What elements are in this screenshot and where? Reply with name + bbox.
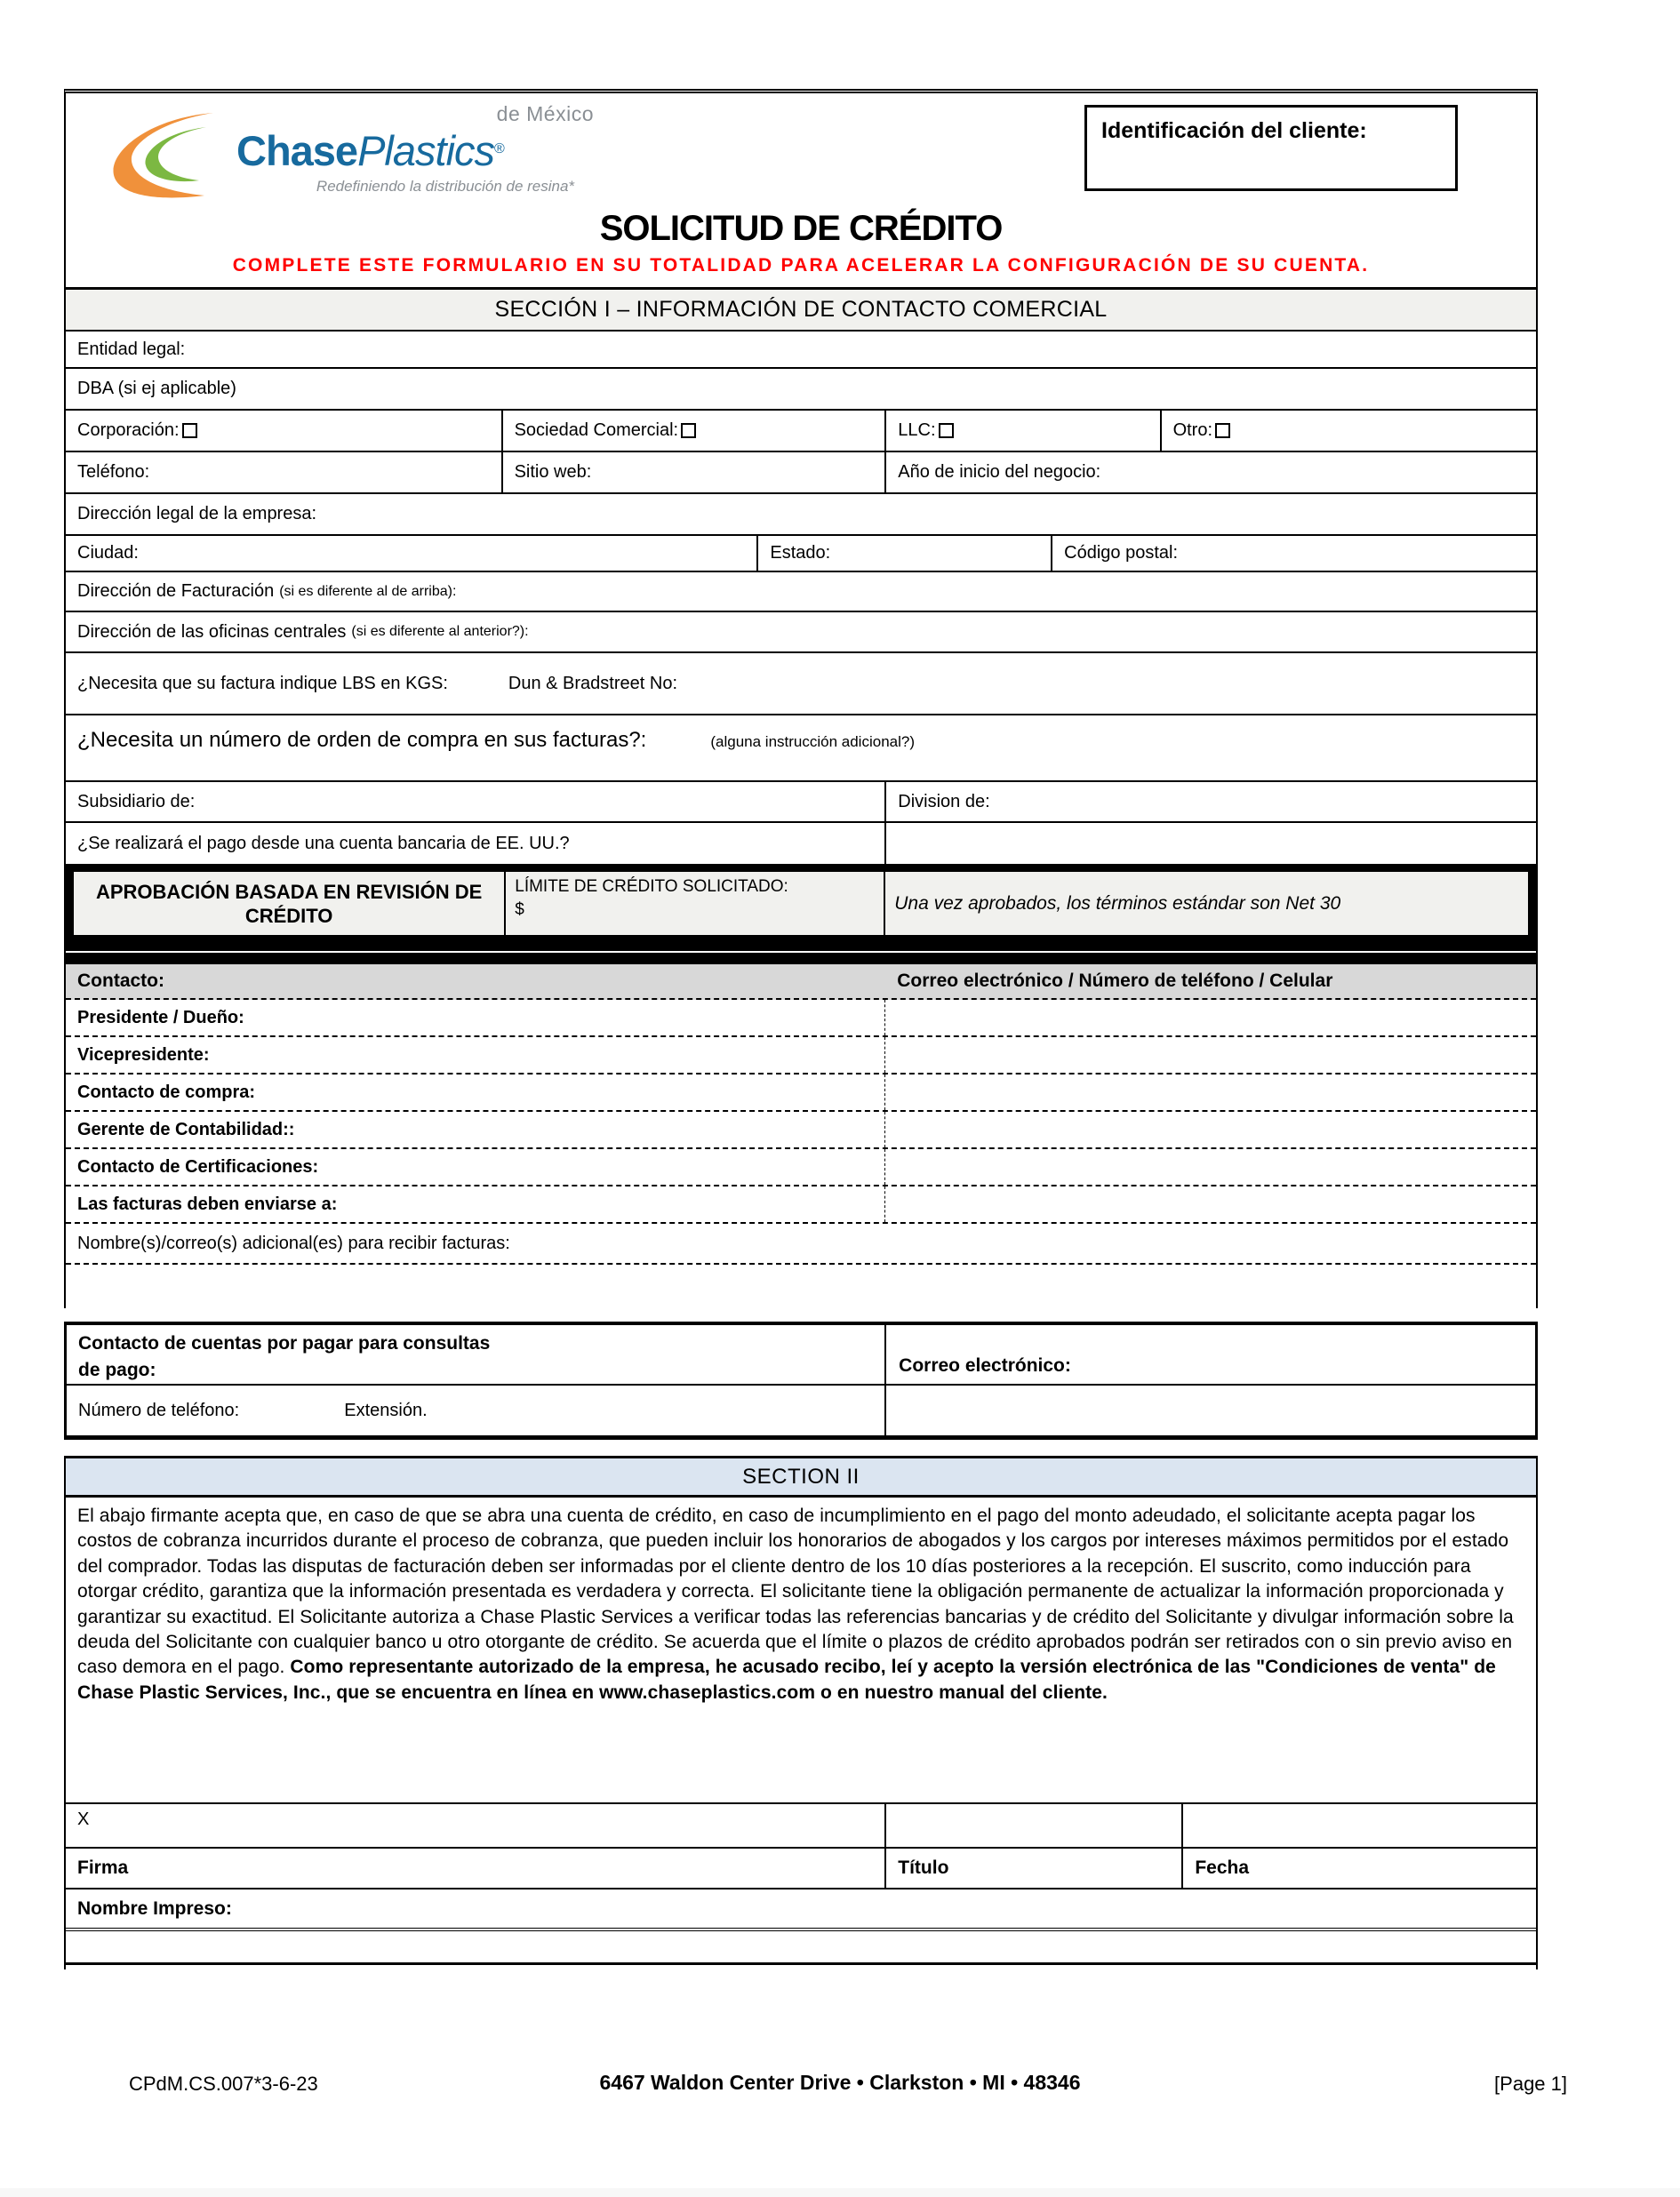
contact-row-contabilidad: Gerente de Contabilidad:: <box>66 1112 1536 1149</box>
client-id-label: Identificación del cliente: <box>1101 118 1367 143</box>
currency-symbol: $ <box>515 900 524 919</box>
ap-contact-row <box>67 1325 1535 1386</box>
lbs-kgs-field[interactable]: ¿Necesita que su factura indique LBS en KGS: Dun & Bradstreet No: <box>77 673 677 693</box>
estado-field[interactable]: Estado: <box>756 536 1051 571</box>
terms-note: Una vez aprobados, los términos estándar son Net 30 <box>884 872 1528 935</box>
contact-row-certificaciones: Contacto de Certificaciones: <box>66 1149 1536 1186</box>
approval-banner <box>66 864 1536 943</box>
logo-region-label: de México <box>496 102 594 125</box>
fecha-label: Fecha <box>1181 1849 1536 1888</box>
footer-address: 6467 Waldon Center Drive • Clarkston • MI • 48346 <box>599 2071 1081 2094</box>
row-entity-type <box>66 411 1536 452</box>
blank-final-row[interactable] <box>66 1931 1536 1965</box>
anio-inicio-field[interactable]: Año de inicio del negocio: <box>884 452 1536 492</box>
row-dba <box>66 369 1536 411</box>
date-field[interactable] <box>1181 1804 1536 1847</box>
footer-page-number: [Page 1] <box>1494 2073 1567 2095</box>
row-subsidiario-division <box>66 782 1536 823</box>
entidad-legal-field[interactable]: Entidad legal: <box>77 339 186 359</box>
division-field[interactable]: Division de: <box>884 782 1536 821</box>
sociedad-checkbox[interactable] <box>681 423 696 438</box>
sitio-web-field[interactable]: Sitio web: <box>501 452 885 492</box>
contacts-header <box>66 964 1536 1000</box>
direccion-facturacion-field[interactable]: Dirección de Facturación (si es diferente al de arriba): <box>77 581 457 601</box>
contact-value-contabilidad[interactable] <box>884 1112 1536 1147</box>
row-lbs-dun <box>66 653 1536 715</box>
codigo-postal-field[interactable]: Código postal: <box>1051 536 1536 571</box>
signature-field[interactable]: X <box>77 1810 90 1829</box>
additional-emails-field[interactable]: Nombre(s)/correo(s) adicional(es) para recibir facturas: <box>66 1224 1536 1265</box>
dun-bradstreet-field[interactable]: Dun & Bradstreet No: <box>508 673 677 693</box>
logo-tagline: Redefiniendo la distribución de resina* <box>316 178 575 195</box>
contact-row-vicepresidente: Vicepresidente: <box>66 1037 1536 1075</box>
ap-phone-field[interactable]: Número de teléfono: Extensión. <box>67 1386 884 1435</box>
registered-mark: ® <box>494 141 505 156</box>
otro-field: Otro: <box>1160 411 1536 451</box>
corporacion-field: Corporación: <box>66 411 501 451</box>
contact-row-compra: Contacto de compra: <box>66 1075 1536 1112</box>
ap-email-value[interactable] <box>884 1386 1535 1435</box>
llc-checkbox[interactable] <box>939 423 954 438</box>
logo-brand: ChasePlastics® <box>236 127 505 174</box>
signature-x-row <box>66 1804 1536 1849</box>
footer-document-code: CPdM.CS.007*3-6-23 <box>129 2073 318 2095</box>
ap-email-field[interactable]: Correo electrónico: <box>884 1325 1535 1384</box>
logo-text <box>236 102 619 196</box>
row-city-state-zip <box>66 536 1536 572</box>
ap-extension-field[interactable]: Extensión. <box>344 1401 428 1420</box>
llc-field: LLC: <box>884 411 1159 451</box>
approval-title: APROBACIÓN BASADA EN REVISIÓN DE CRÉDITO <box>95 880 483 927</box>
row-direccion-legal <box>66 494 1536 536</box>
row-orden-compra <box>66 715 1536 782</box>
contact-value-facturas[interactable] <box>884 1186 1536 1222</box>
ap-phone-row <box>67 1386 1535 1435</box>
contacts-header-left: Contacto: <box>77 971 164 991</box>
row-pago-eeuu <box>66 823 1536 864</box>
form-header <box>66 93 1536 287</box>
contact-value-certificaciones[interactable] <box>884 1149 1536 1185</box>
telefono-field[interactable]: Teléfono: <box>77 462 150 482</box>
sociedad-field: Sociedad Comercial: <box>501 411 885 451</box>
section1-band: SECCIÓN I – INFORMACIÓN DE CONTACTO COMERCIAL <box>66 287 1536 332</box>
contact-value-presidente[interactable] <box>884 1000 1536 1035</box>
firma-label: Firma <box>77 1857 129 1878</box>
signature-labels-row <box>66 1849 1536 1889</box>
direccion-oficinas-field[interactable]: Dirección de las oficinas centrales (si es diferente al anterior?): <box>77 621 529 642</box>
chase-plastics-logo <box>100 102 619 207</box>
pago-eeuu-field[interactable]: ¿Se realizará el pago desde una cuenta bancaria de EE. UU.? <box>77 833 570 853</box>
titulo-label: Título <box>884 1849 1181 1888</box>
pago-eeuu-answer-field[interactable] <box>884 823 1536 864</box>
subsidiario-field[interactable]: Subsidiario de: <box>77 791 196 811</box>
section2-frame <box>64 1456 1538 1969</box>
additional-emails-blank[interactable] <box>66 1265 1536 1307</box>
row-phone-web-year <box>66 452 1536 494</box>
ap-contact-field[interactable]: Contacto de cuentas por pagar para consultas de pago: <box>78 1333 491 1380</box>
orden-compra-field[interactable]: ¿Necesita un número de orden de compra en sus facturas?: (alguna instrucción adicional?) <box>77 728 915 752</box>
printed-name-field[interactable]: Nombre Impreso: <box>66 1889 1536 1931</box>
row-entidad-legal <box>66 332 1536 369</box>
contact-row-presidente: Presidente / Dueño: <box>66 1000 1536 1037</box>
direccion-legal-field[interactable]: Dirección legal de la empresa: <box>77 504 317 523</box>
row-direccion-oficinas <box>66 612 1536 653</box>
title-field[interactable] <box>884 1804 1181 1847</box>
corporacion-checkbox[interactable] <box>182 423 197 438</box>
page-title: SOLICITUD DE CRÉDITO <box>599 209 1003 248</box>
logo-swoosh-icon <box>100 109 233 207</box>
row-direccion-facturacion <box>66 572 1536 612</box>
ciudad-field[interactable]: Ciudad: <box>77 543 139 563</box>
accounts-payable-table <box>64 1322 1538 1440</box>
section2-band: SECTION II <box>66 1456 1536 1498</box>
contact-row-facturas: Las facturas deben enviarse a: <box>66 1186 1536 1224</box>
bottom-edge-strip <box>0 2188 1680 2197</box>
main-form-frame <box>64 89 1538 1308</box>
dba-field[interactable]: DBA (si ej aplicable) <box>77 379 236 398</box>
contact-value-vicepresidente[interactable] <box>884 1037 1536 1073</box>
legal-terms-text: El abajo firmante acepta que, en caso de que se abra una cuenta de crédito, en caso de incumplimiento en el pago del monto adeudado, el solicitante acepta pagar los costos de cobranza incurridos durante el proceso de cobranza, que pueden incluir los honorarios de abogados y los cargos por intereses máximos permitidos por el estado del comprador. Todas las disputas de facturación deben ser informadas por el cliente dentro de los 10 días posteriores a la recepción. El suscrito, como inducción para otorgar crédito, garantiza que la información presentada es verdadera y correcta. El solicitante tiene la obligación permanente de actualizar la información proporcionada y garantizar su exactitud. El Solicitante autoriza a Chase Plastic Services a verificar todas las referencias bancarias y de crédito del Solicitante y divulgar información sobre la deuda del Solicitante con cualquier banco u otro otorgante de crédito. Se acuerda que el límite o plazos de crédito aprobados podrán ser retirados con o sin previo aviso en caso demora en el pago. Como representante autorizado de la empresa, he acusado recibo, leí y acepto la versión electrónica de las "Condiciones de venta" de Chase Plastic Services, Inc., que se encuentra en línea en www.chaseplastics.com o en nuestro manual del cliente. <box>66 1498 1536 1804</box>
instruction-subtitle: COMPLETE ESTE FORMULARIO EN SU TOTALIDAD PARA ACELERAR LA CONFIGURACIÓN DE SU CUENTA. <box>232 255 1370 276</box>
contact-value-compra[interactable] <box>884 1075 1536 1110</box>
contacts-header-right: Correo electrónico / Número de teléfono / Celular <box>897 971 1333 991</box>
client-id-box[interactable] <box>1084 105 1458 191</box>
otro-checkbox[interactable] <box>1215 423 1230 438</box>
credit-limit-field[interactable]: LÍMITE DE CRÉDITO SOLICITADO: $ <box>504 872 884 935</box>
black-separator-bar <box>66 943 1536 964</box>
